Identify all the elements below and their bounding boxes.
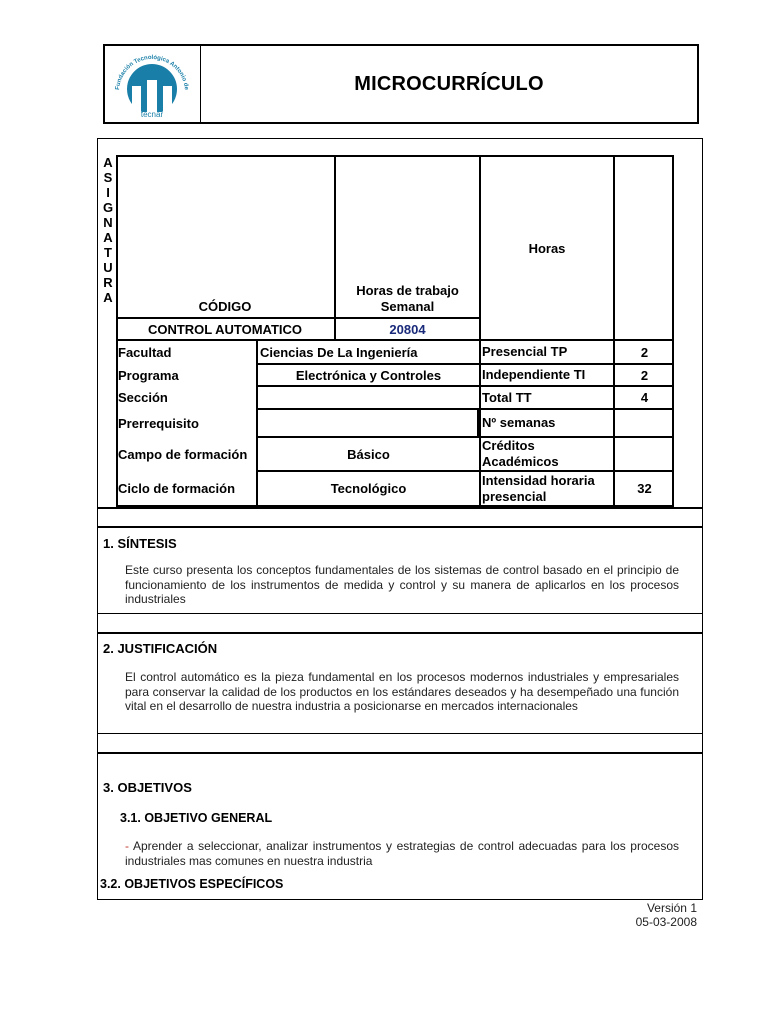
row-hour-label: Intensidad horaria presencial [482, 472, 595, 504]
objetivos-especificos-title: 3.2. OBJETIVOS ESPECÍFICOS [100, 877, 284, 891]
row-value: Ciencias De La Ingeniería [260, 344, 418, 360]
row-value: Básico [347, 446, 390, 462]
row-label: Ciclo de formación [118, 481, 236, 496]
asignatura-nombre: CONTROL AUTOMATICO [147, 321, 303, 337]
page-title: MICROCURRÍCULO [354, 72, 544, 95]
asignatura-codigo: 20804 [389, 321, 426, 337]
asignatura-letter: S [103, 170, 113, 185]
version-date: 05-03-2008 [635, 915, 697, 929]
asignatura-letter: R [103, 275, 113, 290]
asignatura-letter: U [103, 260, 113, 275]
objetivo-general-text [125, 839, 679, 868]
logo-text: tecnar [140, 110, 164, 119]
horas-trabajo-header: Horas de trabajo Semanal [356, 283, 459, 314]
row-hour-value: 2 [640, 367, 649, 383]
row-value: Tecnológico [330, 481, 407, 496]
objetivo-bullet: - [125, 839, 129, 853]
row-hour-label: Nº semanas [482, 415, 556, 430]
asignatura-letter: A [103, 155, 113, 170]
row-hour-label: Total TT [482, 389, 532, 405]
row-label: Programa [118, 367, 179, 383]
justificacion-title: 2. JUSTIFICACIÓN [103, 641, 218, 656]
asignatura-letter: T [104, 245, 112, 260]
row-hour-label: Independiente TI [482, 367, 586, 382]
tecnar-logo-icon [105, 46, 199, 122]
row-label: Prerrequisito [118, 415, 199, 431]
codigo-header: CÓDIGO [198, 298, 252, 314]
tecnar-logo [105, 46, 201, 122]
row-label: Facultad [118, 344, 172, 360]
asignatura-letter: N [103, 215, 113, 230]
asignatura-letter: A [103, 290, 113, 305]
logo-arc-text: Fundación Tecnológica Antonio de [115, 54, 189, 91]
asignatura-vertical-label [100, 155, 116, 315]
row-hour-label: Créditos Académicos [482, 438, 559, 469]
row-hour-value [615, 438, 674, 470]
sintesis-title: 1. SÍNTESIS [103, 536, 177, 551]
row-hour-value: 32 [637, 481, 652, 496]
row-hour-value: 2 [640, 344, 649, 360]
footer-version-block [560, 901, 697, 929]
asignatura-letter: I [106, 185, 110, 200]
row-label: Campo de formación [118, 446, 248, 462]
row-hour-value: 4 [640, 390, 649, 405]
row-label: Sección [118, 390, 168, 405]
objetivos-title: 3. OBJETIVOS [103, 780, 192, 795]
objetivo-general-body: Aprender a seleccionar, analizar instrumentos y estrategias de control adecuadas para los procesos industriales mas comunes en nuestra industria [125, 839, 680, 868]
sintesis-text: Este curso presenta los conceptos fundamentales de los sistemas de control basado en el principio de funcionamiento de los instrumentos de medida y control y su manera de aplicarlos en los procesos industriales [125, 563, 679, 606]
version-text: Versión 1 [646, 901, 697, 915]
asignatura-letter: G [102, 200, 114, 215]
objetivo-general-title: 3.1. OBJETIVO GENERAL [120, 811, 273, 825]
asignatura-letter: A [103, 230, 113, 245]
row-hour-value [615, 410, 674, 436]
row-hour-label: Presencial TP [482, 344, 568, 359]
row-value: Electrónica y Controles [295, 367, 442, 383]
horas-header: Horas [528, 240, 566, 256]
document-header [103, 44, 699, 124]
justificacion-text: El control automático es la pieza fundamental en los procesos modernos industriales y empresariales para conservar la calidad de los productos en los estándares deseados y ha desempeñado una función vital en el desarrollo de nuestra industria a posicionarse en mercados internacionales [125, 670, 679, 713]
row-value [258, 387, 479, 408]
